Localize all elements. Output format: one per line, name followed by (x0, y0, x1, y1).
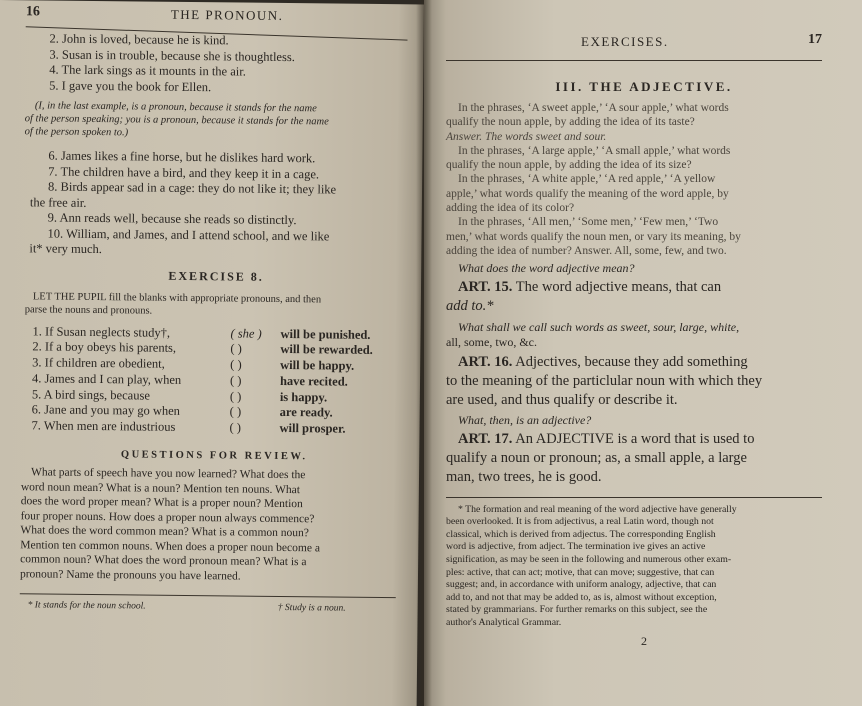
sentence: 7. The children have a bird, and they keep it in a cage. (48, 164, 320, 181)
fill-blank: ( ) (229, 389, 242, 404)
left-running-title: THE PRONOUN. (170, 6, 284, 23)
footnote-block (446, 504, 842, 630)
head-rule (446, 60, 822, 61)
intro-line: apple,’ what words qualify the meaning of the word apple, by (446, 187, 729, 200)
fill-result: have recited. (279, 373, 348, 389)
intro-line: In the phrases, ‘A sweet apple,’ ‘A sour apple,’ what words (458, 102, 729, 114)
article-line: qualify a noun or pronoun; as, a small apple, a large (446, 449, 747, 466)
article-line: are used, and thus qualify or describe it. (446, 391, 678, 408)
intro-line: qualify the noun apple, by adding the idea of its taste? (446, 116, 695, 129)
fill-blank: ( ) (230, 357, 242, 372)
intro-line: In the phrases, ‘A white apple,’ ‘A red apple,’ ‘A yellow (458, 173, 716, 186)
fill-clause: 3. If children are obedient, (32, 355, 165, 371)
footnote: * It stands for the noun school. (27, 600, 146, 612)
footnote-line: suggest; and, in accordance with uniform analogy, adjective, that can (446, 579, 717, 591)
intro-line: qualify the noun apple, by adding the idea of its size? (446, 159, 692, 172)
question-line: What does the word common mean? What is a common noun? (20, 524, 309, 540)
fill-clause: 2. If a boy obeys his parents, (32, 339, 177, 356)
note-line: (I, in the last example, is a pronoun, because it stands for the name (34, 100, 317, 115)
sentence: the free air. (29, 194, 87, 210)
right-page (424, 0, 862, 706)
intro-block (446, 101, 842, 258)
article-label: ART. (458, 353, 491, 370)
question-line: Mention ten common nouns. When does a proper noun become a (20, 538, 321, 554)
intro-line: adding the idea of its color? (446, 202, 575, 215)
sentence: it* very much. (29, 241, 103, 257)
questions-block (20, 465, 407, 585)
fill-result: is happy. (279, 389, 328, 405)
intro-line: adding the idea of number? Answer. All, some, few, and two. (446, 244, 727, 257)
fill-clause: 6. Jane and you may go when (31, 402, 181, 419)
sentence-list-a (25, 31, 412, 97)
footnote-line: * The formation and real meaning of the word adjective have generally (458, 503, 737, 515)
sentence: 10. William, and James, and I attend school, and we like (47, 226, 330, 243)
footnote-line: been overlooked. It is from adjectivus, a real Latin word, though not (446, 516, 714, 528)
section-title: III. THE ADJECTIVE. (555, 79, 733, 94)
fill-result: will be happy. (280, 358, 355, 373)
footnote-line: ples: active, that can act; motive, that can move; suggestive, that can (446, 566, 715, 578)
right-running-title: EXERCISES. (581, 34, 669, 49)
fill-result: will prosper. (279, 421, 346, 436)
question-call-cont: all, some, two, &c. (446, 335, 537, 350)
fill-clause: 7. When men are industrious (31, 418, 176, 435)
article-15-cont: add to.* (446, 298, 494, 315)
footnote-line: classical, which is derived from adjectus. The corresponding English (446, 528, 716, 540)
question-call: What shall we call such words as sweet, sour, large, white, (458, 320, 740, 335)
note-line: of the person spoken to.) (24, 126, 129, 139)
question-line: word noun mean? What is a noun? Mention ten nouns. What (20, 480, 300, 496)
footnote: † Study is a noun. (277, 603, 346, 614)
note-line: of the person speaking; you is a pronoun, because it stands for the name (24, 113, 329, 128)
questions-title: QUESTIONS FOR REVIEW. (120, 449, 308, 463)
book-gutter (416, 0, 432, 706)
right-running-head (446, 4, 842, 49)
footnote-line: signification, as may be seen in the following and numerous other exam- (446, 553, 732, 565)
question-line: four proper nouns. How does a proper noun always commence? (20, 509, 315, 525)
article-number: 15. (494, 279, 513, 296)
right-page-number: 17 (808, 32, 822, 47)
fill-blank: ( ) (229, 404, 242, 420)
intro-line: In the phrases, ‘A large apple,’ ‘A small apple,’ what words (458, 144, 731, 157)
fill-blanks-list (21, 324, 408, 439)
left-page-number: 16 (25, 4, 40, 20)
signature-mark: 2 (641, 633, 647, 648)
question-what: What, then, is an adjective? (458, 412, 592, 427)
article-16 (446, 353, 842, 372)
sentence: 3. Susan is in trouble, because she is thoughtless. (49, 47, 295, 64)
article-number: 16. (494, 353, 513, 370)
instruction-line: parse the nouns and pronouns. (24, 303, 153, 317)
question-line: What parts of speech have you now learned? What does the (30, 466, 306, 482)
article-text: Adjectives, because they add something (515, 353, 748, 370)
sentence: 4. The lark sings as it mounts in the air. (49, 62, 246, 79)
pronoun-note (25, 99, 411, 142)
article-17 (446, 430, 842, 449)
article-text: An ADJECTIVE is a word that is used to (515, 430, 755, 447)
fill-blank: ( ) (230, 341, 242, 356)
question-line: pronoun? Name the pronouns you have learned. (19, 567, 241, 583)
fill-result: are ready. (279, 405, 333, 420)
intro-line: Answer. The words sweet and sour. (446, 130, 607, 143)
article-line: man, two trees, he is good. (446, 468, 602, 485)
footnote-rule (20, 593, 396, 598)
question-line: common noun? What does the word pronoun mean? What is a (20, 553, 307, 569)
article-label: ART. (458, 279, 491, 296)
question-adjective: What does the word adjective mean? (458, 261, 635, 276)
question-line: does the word proper mean? What is a proper noun? Mention (20, 495, 303, 511)
instruction-line: LET THE PUPIL fill the blanks with appropriate pronouns, and then (32, 290, 322, 305)
footnote-line: word is adjective, from adject. The termination ive gives an active (446, 541, 706, 553)
fill-clause: 4. James and I can play, when (31, 371, 182, 387)
intro-line: In the phrases, ‘All men,’ ‘Some men,’ ‘Few men,’ ‘Two (458, 216, 719, 229)
article-line: to the meaning of the particlular noun with which they (446, 372, 763, 389)
footnote-rule (446, 497, 822, 498)
fill-blank: ( ) (229, 373, 242, 388)
footnote-line: author's Analytical Grammar. (446, 616, 562, 628)
left-page (0, 0, 424, 706)
sentence: 2. John is loved, because he is kind. (49, 31, 229, 48)
fill-blank: ( ) (229, 420, 242, 435)
article-15 (446, 278, 842, 297)
fill-row (21, 419, 407, 439)
fill-result: will be punished. (280, 326, 371, 342)
exercise-instruction (23, 290, 409, 320)
intro-line: men,’ what words qualify the noun men, or vary its meaning, by (446, 230, 741, 243)
fill-clause: 5. A bird sings, because (31, 387, 150, 403)
article-number: 17. (494, 430, 513, 447)
fill-result: will be rewarded. (280, 342, 373, 358)
sentence: 8. Birds appear sad in a cage: they do not like it; they like (47, 179, 337, 197)
left-running-head (26, 4, 412, 28)
exercise-title: EXERCISE 8. (168, 268, 264, 284)
footnotes (20, 600, 406, 614)
sentence: 5. I gave you the book for Ellen. (49, 78, 212, 94)
footnote-line: add to, and not that may be added to, as is, almost without exception, (446, 591, 717, 603)
footnote-line: stated by grammarians. For further remarks on this subject, see the (446, 604, 708, 616)
article-label: ART. (458, 430, 491, 447)
fill-clause: 1. If Susan neglects study†, (32, 323, 171, 340)
sentence: 6. James likes a fine horse, but he dislikes hard work. (48, 148, 316, 166)
fill-blank: ( she ) (230, 325, 262, 341)
sentence: 9. Ann reads well, because she reads so distinctly. (47, 210, 297, 228)
sentence-list-b (23, 148, 410, 261)
article-text: The word adjective means, that can (515, 279, 722, 296)
